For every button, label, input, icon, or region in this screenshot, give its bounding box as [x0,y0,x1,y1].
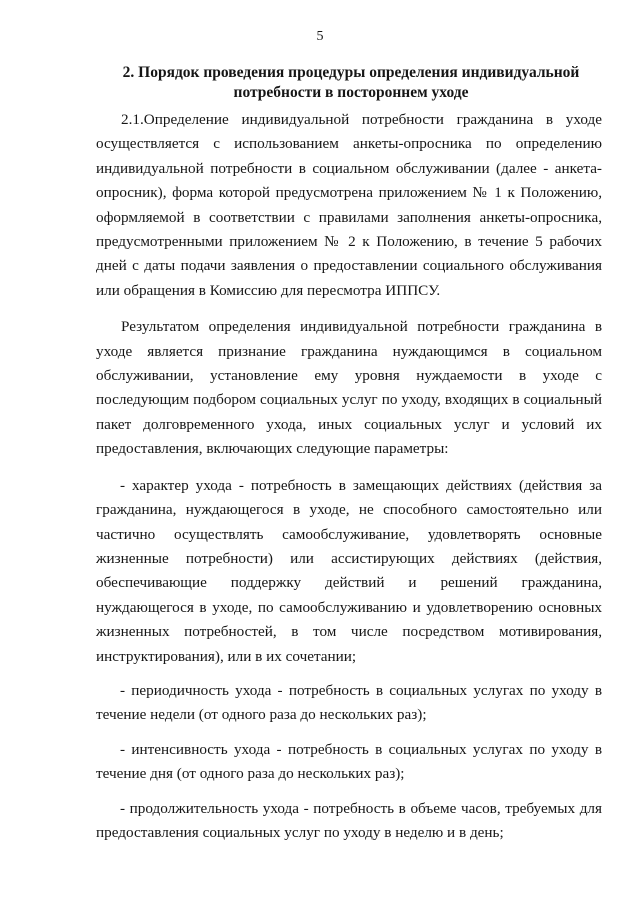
section-heading-line-2: потребности в постороннем уходе [233,84,469,101]
paragraph-2-1: 2.1.Определение индивидуальной потребности гражданина в уходе осуществляется с использованием анкеты-опросника по определению индивидуальной потребности в социальном обслуживании (далее - анкета-опросник), форма которой предусмотрена приложением № 1 к Положению, оформляемой в соответствии с правилами заполнения анкеты-опросника, предусмотренными приложением № 2 к Положению, в течение 5 рабочих дней с даты подачи заявления о предоставлении социального обслуживания или обращения в Комиссию для пересмотра ИППСУ. [96,111,602,299]
section-heading [96,63,606,103]
list-item-care-duration: - продолжительность ухода - потребность в объеме часов, требуемых для предоставления социальных услуг по уходу в неделю и в день; [96,799,602,841]
list-item-care-periodicity: - периодичность ухода - потребность в социальных услугах по уходу в течение недели (от одного раза до нескольких раз); [96,681,602,724]
page-number: 5 [316,29,324,44]
list-item-care-character: - характер ухода - потребность в замещающих действиях (действия за гражданина, нуждающегося в уходе, не способного самостоятельно или частично осуществлять самообслуживание, удовлетворять основные жизненные потребности) или ассистирующих действиях (действия, обеспечивающие поддержку действий и решений гражданина, нуждающегося в уходе, по самообслуживанию и удовлетворению основных жизненных потребностей, в том числе посредством мотивирования, инструктирования), или в их сочетании; [96,476,602,665]
section-heading-line-1: 2. Порядок проведения процедуры определения индивидуальной [122,64,580,81]
document-body [96,108,602,855]
paragraph-result: Результатом определения индивидуальной потребности гражданина в уходе является признание гражданина нуждающимся в социальном обслуживании, установление ему уровня нуждаемости в уходе с последующим подбором социальных услуг по уходу, входящих в социальный пакет долговременного ухода, иных социальных услуг и условий их предоставления, включающих следующие параметры: [96,318,602,458]
list-item-care-intensity: - интенсивность ухода - потребность в социальных услугах по уходу в течение дня (от одного раза до нескольких раз); [96,740,602,783]
